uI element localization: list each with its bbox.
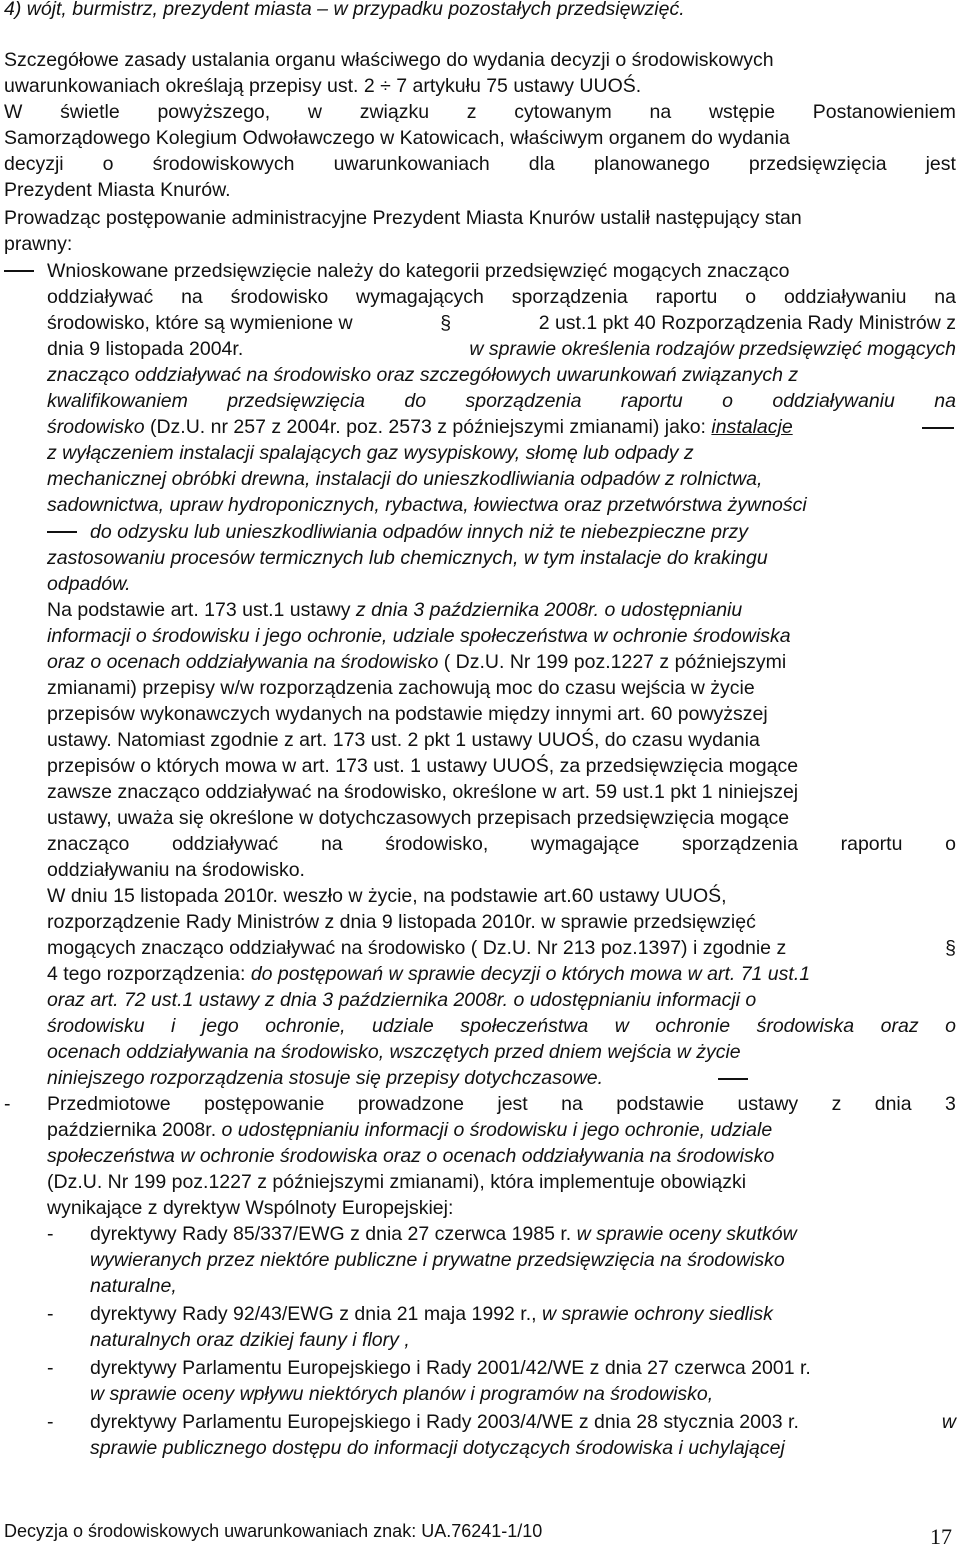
word: społeczeństwa bbox=[460, 1015, 589, 1037]
word: wstępie bbox=[708, 101, 776, 123]
paragraph-line: naturalnych oraz dzikiej fauny i flory , bbox=[90, 1329, 410, 1351]
word: prowadzone bbox=[357, 1093, 464, 1115]
word: uwarunkowaniach bbox=[333, 153, 490, 175]
word: jego bbox=[201, 1015, 239, 1037]
paragraph-line bbox=[47, 337, 956, 361]
list-marker: - bbox=[47, 1411, 54, 1433]
word: znacząco bbox=[47, 833, 130, 855]
paragraph-line: ustawy. Natomiast zgodnie z art. 173 ust. 2 pkt 1 ustawy UUOŚ, do czasu wydania bbox=[47, 729, 760, 751]
list-marker: - bbox=[47, 1223, 54, 1245]
list-marker: - bbox=[4, 1093, 11, 1115]
word: i bbox=[171, 1015, 176, 1037]
word: dla bbox=[528, 153, 555, 175]
text-run: ( Dz.U. Nr 199 poz.1227 z późniejszymi bbox=[443, 651, 787, 673]
word: środowisko bbox=[230, 286, 329, 308]
paragraph-line: Prowadząc postępowanie administracyjne Prezydent Miasta Knurów ustalił następujący stan bbox=[4, 207, 802, 229]
text-run: 4 tego rozporządzenia: bbox=[47, 963, 246, 985]
word: sporządzenia bbox=[465, 390, 582, 412]
paragraph-line: wywieranych przez niektóre publiczne i prywatne przedsięwzięcia na środowisko bbox=[90, 1249, 785, 1271]
paragraph-line: rozporządzenie Rady Ministrów z dnia 9 listopada 2010r. w sprawie przedsięwzięć bbox=[47, 911, 756, 933]
text-run: października 2008r. bbox=[47, 1119, 217, 1141]
word: cytowanym bbox=[514, 101, 612, 123]
word: o bbox=[945, 833, 956, 855]
word: Przedmiotowe bbox=[47, 1093, 171, 1115]
page-footer: Decyzja o środowiskowych uwarunkowaniach znak: UA.76241-1/10 bbox=[4, 1521, 543, 1541]
word: z bbox=[831, 1093, 842, 1115]
range-symbol: ÷ bbox=[380, 75, 391, 97]
word: oddziaływać bbox=[172, 833, 279, 855]
text-run-italic: w sprawie określenia rodzajów przedsięwzięć mogących bbox=[469, 338, 956, 360]
paragraph-line bbox=[47, 1014, 956, 1038]
word: raportu bbox=[655, 286, 718, 308]
word: na bbox=[934, 286, 956, 308]
word: w bbox=[614, 1015, 629, 1037]
text-run: dyrektywy Rady 92/43/EWG z dnia 21 maja 1992 r., bbox=[90, 1303, 537, 1325]
word: przedsięwzięcia bbox=[748, 153, 887, 175]
word: sporządzenia bbox=[511, 286, 628, 308]
paragraph-line: (Dz.U. Nr 199 poz.1227 z późniejszymi zmianami), która implementuje obowiązki bbox=[47, 1171, 747, 1193]
word: oddziaływaniu bbox=[772, 390, 895, 412]
word: planowanego bbox=[593, 153, 710, 175]
text-run: dyrektywy Parlamentu Europejskiego i Rady 2003/4/WE z dnia 28 stycznia 2003 r. bbox=[90, 1411, 799, 1433]
word: o bbox=[722, 390, 733, 412]
paragraph-line: odpadów. bbox=[47, 573, 131, 595]
text-run: mogących znacząco oddziaływać na środowisko ( Dz.U. Nr 213 poz.1397) i zgodnie z bbox=[47, 937, 787, 959]
word: do bbox=[404, 390, 427, 412]
word: jest bbox=[497, 1093, 528, 1115]
dash-separator bbox=[718, 1078, 748, 1080]
word: ochronie, bbox=[265, 1015, 346, 1037]
paragraph-line bbox=[90, 1410, 956, 1434]
paragraph-line: sprawie publicznego dostępu do informacji dotyczących środowiska i uchylającej bbox=[90, 1437, 785, 1459]
paragraph-line: społeczeństwa w ochronie środowiska oraz o ocenach oddziaływania na środowisko bbox=[47, 1145, 775, 1167]
word: kwalifikowaniem bbox=[47, 390, 188, 412]
word: ustawy bbox=[737, 1093, 799, 1115]
word: o bbox=[945, 1015, 956, 1037]
paragraph-line: oraz art. 72 ust.1 ustawy z dnia 3 października 2008r. o udostępnianiu informacji o bbox=[47, 989, 757, 1011]
paragraph-line bbox=[47, 1118, 772, 1142]
text-run-italic: środowisko bbox=[47, 416, 145, 438]
paragraph-line: dyrektywy Parlamentu Europejskiego i Rady 2001/42/WE z dnia 27 czerwca 2001 r. bbox=[90, 1357, 811, 1379]
word: środowisko, bbox=[385, 833, 489, 855]
dash-separator bbox=[922, 427, 954, 429]
paragraph-line: zastosowaniu procesów termicznych lub chemicznych, w tym instalacje do krakingu bbox=[47, 547, 768, 569]
list-item-4 bbox=[4, 0, 685, 21]
text-run: uwarunkowaniach określają przepisy ust. 2 bbox=[4, 75, 375, 97]
list-marker: - bbox=[47, 1357, 54, 1379]
text-run: dnia 9 listopada 2004r. bbox=[47, 338, 244, 360]
text-run: środowisko, które są wymienione w bbox=[47, 312, 353, 334]
paragraph-line: Samorządowego Kolegium Odwoławczego w Katowicach, właściwym organem do wydania bbox=[4, 127, 790, 149]
text-run-italic: o udostępnianiu informacji o środowisku i jego ochronie, udziale bbox=[221, 1119, 773, 1141]
word: raportu bbox=[840, 833, 903, 855]
dash-bullet bbox=[4, 270, 34, 272]
text-run: 7 artykułu 75 ustawy UUOŚ. bbox=[396, 75, 642, 97]
text-run-italic: do postępowań w sprawie decyzji o których mowa w art. 71 ust.1 bbox=[250, 963, 811, 985]
paragraph-line: Szczegółowe zasady ustalania organu właściwego do wydania decyzji o środowiskowych bbox=[4, 49, 774, 71]
paragraph-line: ocenach oddziaływania na środowisko, wszczętych przed dniem wejścia w życie bbox=[47, 1041, 741, 1063]
paragraph-line: znacząco oddziaływać na środowisko oraz szczegółowych uwarunkowań związanych z bbox=[47, 364, 799, 386]
word: na bbox=[934, 390, 956, 412]
paragraph-line: mechanicznej obróbki drewna, instalacji do unieszkodliwiania odpadów z rolnictwa, bbox=[47, 468, 763, 490]
word: na bbox=[561, 1093, 583, 1115]
page-number: 17 bbox=[930, 1524, 952, 1549]
word: raportu bbox=[620, 390, 683, 412]
paragraph-line: oddziaływaniu na środowisko. bbox=[47, 859, 305, 881]
paragraph-line: zawsze znacząco oddziaływać na środowisko, określone w art. 59 ust.1 pkt 1 niniejszej bbox=[47, 781, 799, 803]
paragraph-line: do odzysku lub unieszkodliwiania odpadów innych niż te niebezpieczne przy bbox=[90, 521, 748, 543]
paragraph-line: z wyłączeniem instalacji spalających gaz wysypiskowy, słomę lub odpady z bbox=[47, 442, 694, 464]
text-run-italic: z dnia 3 października 2008r. o udostępnianiu bbox=[355, 599, 743, 621]
paragraph-line: Wnioskowane przedsięwzięcie należy do kategorii przedsięwzięć mogących znacząco bbox=[47, 260, 790, 282]
paragraph-line bbox=[4, 74, 641, 98]
paragraph-line bbox=[47, 311, 956, 335]
paragraph-line: wynikające z dyrektyw Wspólnoty Europejskiej: bbox=[47, 1197, 454, 1219]
word: oraz bbox=[880, 1015, 919, 1037]
word: przedsięwzięcia bbox=[227, 390, 365, 412]
text-run-italic: oraz o ocenach oddziaływania na środowisko bbox=[47, 651, 439, 673]
word: na bbox=[181, 286, 203, 308]
word: o bbox=[745, 286, 757, 308]
word: ochronie bbox=[655, 1015, 731, 1037]
paragraph-line: niniejszego rozporządzenia stosuje się przepisy dotychczasowe. bbox=[47, 1067, 604, 1089]
list-item-text: 4) wójt, burmistrz, prezydent miasta – w przypadku pozostałych przedsięwzięć. bbox=[4, 0, 685, 20]
paragraph-line: zmianami) przepisy w/w rozporządzenia zachowują moc do czasu wejścia w życie bbox=[47, 677, 755, 699]
word: Postanowieniem bbox=[812, 101, 956, 123]
section-symbol: § bbox=[945, 937, 956, 959]
word: W bbox=[4, 101, 23, 123]
paragraph-line bbox=[4, 100, 956, 124]
text-run-italic: w sprawie oceny skutków bbox=[576, 1223, 797, 1245]
word: w bbox=[307, 101, 322, 123]
paragraph-line: ustawy, uważa się określone w dotychczasowych przepisach przedsięwzięcia mogące bbox=[47, 807, 790, 829]
dash-separator bbox=[47, 531, 77, 533]
paragraph-line bbox=[47, 1092, 956, 1116]
word: wymagających bbox=[356, 286, 484, 308]
word: środowisku bbox=[47, 1015, 145, 1037]
paragraph-line bbox=[47, 962, 810, 986]
word: o bbox=[102, 153, 114, 175]
paragraph-line: w sprawie oceny wpływu niektórych planów i programów na środowisko, bbox=[90, 1383, 714, 1405]
word: podstawie bbox=[616, 1093, 705, 1115]
paragraph-line bbox=[47, 650, 786, 674]
list-marker: - bbox=[47, 1303, 54, 1325]
paragraph-line: informacji o środowisku i jego ochronie, udziale społeczeństwa w ochronie środowiska bbox=[47, 625, 791, 647]
text-run-italic: w sprawie ochrony siedlisk bbox=[541, 1303, 773, 1325]
paragraph-line bbox=[90, 1222, 797, 1246]
paragraph-line: Prezydent Miasta Knurów. bbox=[4, 179, 231, 201]
word: udziale bbox=[371, 1015, 434, 1037]
word: oddziaływaniu bbox=[783, 286, 907, 308]
word: jest bbox=[925, 153, 956, 175]
paragraph-line bbox=[4, 152, 956, 176]
paragraph-line bbox=[47, 832, 956, 856]
word: z bbox=[466, 101, 477, 123]
text-run-italic-underlined: instalacje bbox=[711, 416, 793, 438]
word: środowiskowych bbox=[152, 153, 295, 175]
text-run: (Dz.U. nr 257 z 2004r. poz. 2573 z późniejszymi zmianami) jako: bbox=[149, 416, 706, 438]
word: na bbox=[649, 101, 672, 123]
text-run: Na podstawie art. 173 ust.1 ustawy bbox=[47, 599, 351, 621]
paragraph-line bbox=[90, 1302, 773, 1326]
word: postępowanie bbox=[203, 1093, 325, 1115]
paragraph-line bbox=[47, 285, 956, 309]
word: powyższego, bbox=[157, 101, 271, 123]
word: wymagające bbox=[530, 833, 640, 855]
paragraph-line: prawny: bbox=[4, 233, 73, 255]
text-run-italic: w bbox=[941, 1411, 956, 1433]
word: oddziaływać bbox=[47, 286, 154, 308]
word: sporządzenia bbox=[681, 833, 798, 855]
paragraph-line: naturalne, bbox=[90, 1275, 177, 1297]
paragraph-line: W dniu 15 listopada 2010r. weszło w życie, na podstawie art.60 ustawy UUOŚ, bbox=[47, 885, 727, 907]
text-run: dyrektywy Rady 85/337/EWG z dnia 27 czerwca 1985 r. bbox=[90, 1223, 572, 1245]
text-run: 2 ust.1 pkt 40 Rozporządzenia Rady Ministrów z bbox=[538, 312, 956, 334]
paragraph-line: przepisów wykonawczych wydanych na podstawie między innymi art. 60 powyższej bbox=[47, 703, 768, 725]
word: decyzji bbox=[4, 153, 64, 175]
word: związku bbox=[359, 101, 430, 123]
paragraph-line bbox=[47, 936, 956, 960]
section-symbol: § bbox=[440, 312, 452, 334]
paragraph-line bbox=[47, 415, 793, 439]
word: świetle bbox=[60, 101, 120, 123]
paragraph-line: sadownictwa, upraw hydroponicznych, rybactwa, łowiectwa oraz przetwórstwa żywności bbox=[47, 494, 807, 516]
word: środowiska bbox=[756, 1015, 855, 1037]
word: na bbox=[320, 833, 343, 855]
word: 3 bbox=[945, 1093, 956, 1115]
word: dnia bbox=[874, 1093, 912, 1115]
paragraph-line bbox=[47, 598, 742, 622]
paragraph-line: przepisów o których mowa w art. 173 ust. 1 ustawy UUOŚ, za przedsięwzięcia mogące bbox=[47, 755, 799, 777]
paragraph-line bbox=[47, 389, 956, 413]
